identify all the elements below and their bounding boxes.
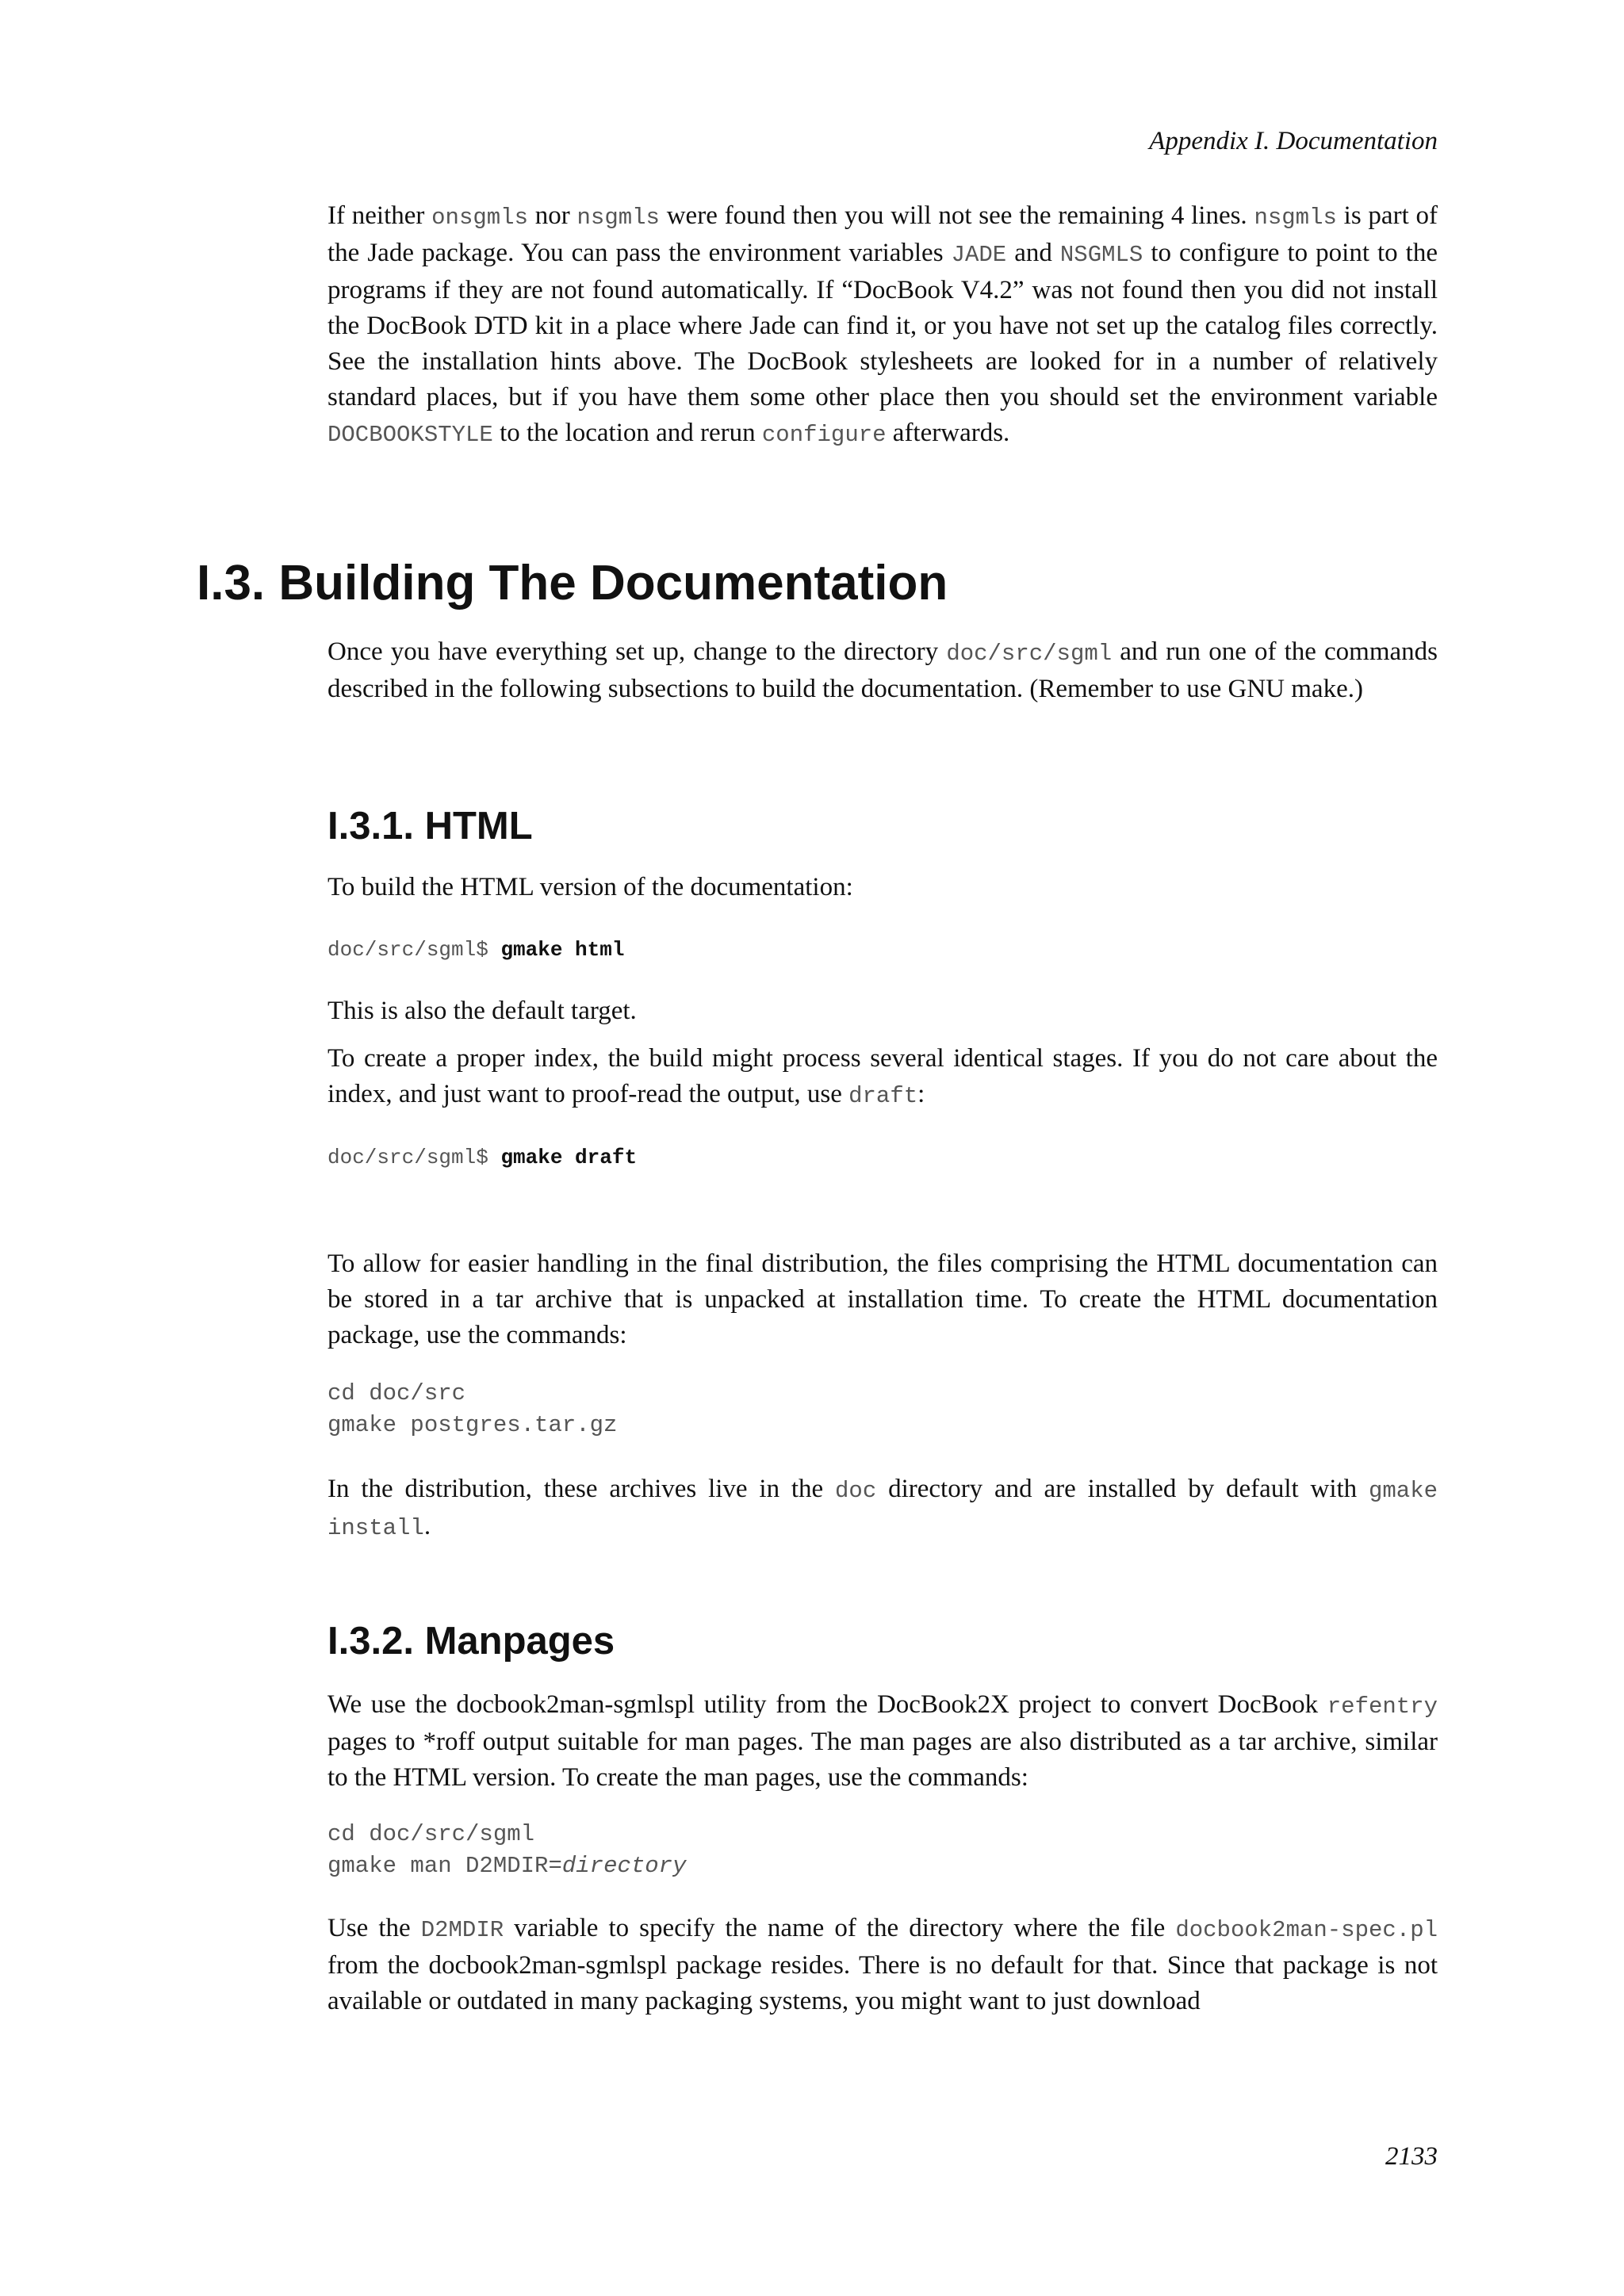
text-run: . [423,1512,431,1540]
shell-prompt: doc/src/sgml$ [327,938,501,962]
text-run: were found then you will not see the remaining 4 lines. [659,201,1254,230]
running-header: Appendix I. Documentation [1149,127,1438,155]
text-run: Use the [327,1914,421,1942]
text-run: directory and are installed by default with [876,1475,1369,1503]
section-intro-paragraph [327,634,1438,707]
code-block-gmake-draft [327,1142,1438,1173]
code-jade: JADE [951,242,1007,268]
code-draft: draft [848,1083,918,1109]
shell-command: gmake html [500,938,625,962]
subsection-heading-html: I.3.1. HTML [327,805,533,848]
code-line: gmake postgres.tar.gz [327,1412,618,1438]
html-paragraph-1: To build the HTML version of the documentation: [327,873,853,901]
manpages-paragraph-1 [327,1687,1438,1796]
code-line: cd doc/src/sgml [327,1821,535,1847]
code-refentry: refentry [1327,1693,1438,1720]
text-run: from the docbook2man-sgmlspl package resides. There is no default for that. Since that package is not available or outdated in many packaging systems, you might want to just download [327,1951,1438,2015]
text-run: We use the docbook2man-sgmlspl utility from the DocBook2X project to convert DocBook [327,1690,1327,1719]
section-heading: I.3. Building The Documentation [197,556,948,610]
manpages-paragraph-2 [327,1911,1438,2019]
code-d2mdir: D2MDIR [420,1917,504,1943]
html-paragraph-4: To allow for easier handling in the final distribution, the files comprising the HTML documentation can be stored in a tar archive that is unpacked at installation time. To create the HTML documentation package, use the commands: [327,1249,1438,1349]
text-run: is part of the Jade package. You can pass the environment variables [327,201,1438,267]
code-nsgmls: nsgmls [576,205,660,231]
page-number: 2133 [1385,2142,1438,2171]
shell-prompt: doc/src/sgml$ [327,1146,501,1169]
text-run: to configure to point to the programs if they are not found automatically. If “DocBook V4.2” was not found then you did not install the DocBook DTD kit in a place where Jade can find it, or you have not set up the catalog files correctly. See the installation hints above. The DocBook stylesheets are looked for in a number of relatively standard places, but if you have them some other place then you should set the environment variable [327,239,1438,411]
text-run: Once you have everything set up, change to the directory [327,637,947,666]
code-line [327,1850,1438,1882]
text-run: variable to specify the name of the directory where the file [504,1914,1176,1942]
code-gmake-install: gmake install [327,1478,1438,1541]
code-line: cd doc/src [327,1380,466,1406]
code-nsgmls: nsgmls [1254,205,1337,231]
html-paragraph-3 [327,1041,1438,1114]
intro-paragraph [327,198,1438,453]
code-block-man [327,1819,1438,1882]
text-run: To create a proper index, the build might process several identical stages. If you do not care about the index, and just want to proof-read the output, use [327,1044,1438,1108]
code-placeholder: directory [561,1853,687,1879]
code-directory: doc/src/sgml [946,641,1113,667]
code-docbookstyle: DOCBOOKSTYLE [327,422,493,448]
shell-command: gmake draft [500,1146,638,1169]
text-run: afterwards. [886,419,1010,447]
subsection-heading-manpages: I.3.2. Manpages [327,1620,615,1663]
code-spec-file: docbook2man-spec.pl [1175,1917,1438,1943]
text-run: : [917,1080,925,1108]
text-run: If neither [327,201,432,230]
text-run: nor [527,201,577,230]
html-paragraph-5 [327,1471,1438,1546]
text-run: pages to *roff output suitable for man pages. The man pages are also distributed as a tar archive, similar to the HTML version. To create the man pages, use the commands: [327,1728,1438,1792]
text-run: and [1006,239,1060,267]
code-doc: doc [835,1478,877,1504]
text-run: to the location and rerun [492,419,762,447]
code-nsgmls-env: NSGMLS [1059,242,1143,268]
code-onsgmls: onsgmls [431,205,528,231]
html-paragraph-2: This is also the default target. [327,997,637,1025]
code-block-tarball [327,1378,1438,1441]
code-block-gmake-html [327,934,1438,966]
code-configure: configure [761,422,887,448]
text-run: In the distribution, these archives live in the [327,1475,836,1503]
text-run: and run one of the commands described in the following subsections to build the documentation. (Remember to use GNU make.) [327,637,1438,703]
code-text: gmake man D2MDIR= [327,1853,562,1879]
